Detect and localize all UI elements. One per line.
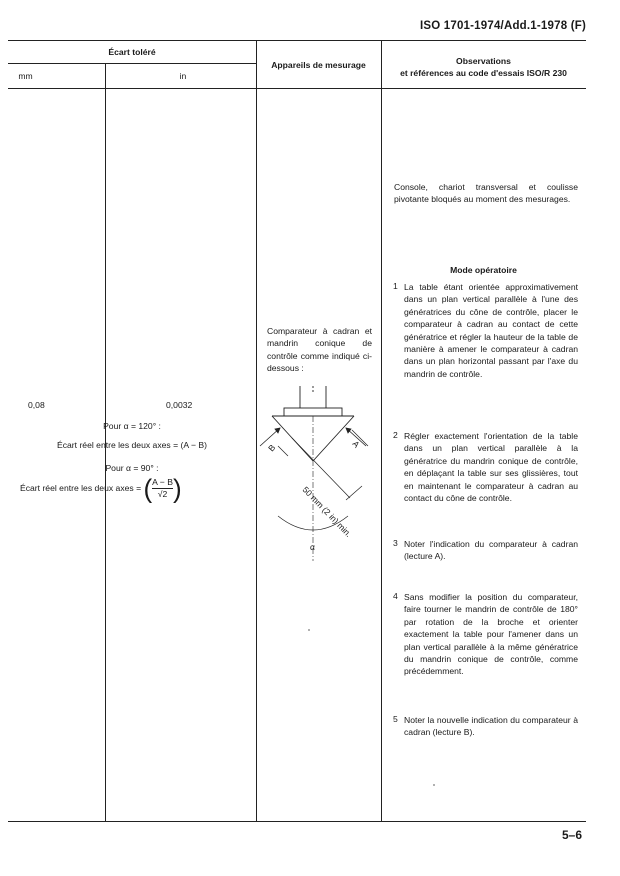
paren-left: ( <box>143 473 153 504</box>
rule-subheader <box>8 63 256 64</box>
scan-speck <box>308 629 310 631</box>
step-4-text: Sans modifier la position du comparateur, faire tourner le mandrin de contrôle de 180° par rotation de la broche et orienter exactement la table pour l'amener dans un plan vertical parallèle à la même génératrice du mandrin conique de contrôle, comme précédemment. <box>404 592 578 677</box>
case2-numerator: A − B <box>152 477 173 487</box>
document-reference: ISO 1701-1974/Add.1-1978 (F) <box>419 20 586 32</box>
label-dimension: 50 mm (2 in) min. <box>300 484 354 539</box>
rule-header-bottom <box>8 88 586 89</box>
case2-formula <box>20 473 182 504</box>
step-5-number: 5 <box>393 714 398 724</box>
instruments-description: Comparateur à cadran et mandrin conique de contrôle comme indiqué ci-dessous : <box>267 326 372 374</box>
tolerance-in-value: 0,0032 <box>166 400 193 410</box>
step-2-number: 2 <box>393 430 398 440</box>
header-observations-title: Observations <box>456 56 511 66</box>
mandrel-body <box>272 386 354 561</box>
observations-intro: Console, chariot transversal et coulisse pivotante bloqués au moment des mesurages. <box>394 182 578 205</box>
case1-formula: Écart réel entre les deux axes = (A − B) <box>57 440 207 450</box>
case2-fraction <box>152 477 173 500</box>
step-4-number: 4 <box>393 591 398 601</box>
case2-label: Écart réel entre les deux axes = <box>20 482 142 493</box>
label-b: B <box>266 442 278 454</box>
header-tolerance: Écart toléré <box>108 47 156 57</box>
step-3-number: 3 <box>393 538 398 548</box>
case2-condition: Pour α = 90° : <box>105 463 159 473</box>
step-3-text: Noter l'indication du comparateur à cadran (lecture A). <box>404 539 578 562</box>
scan-speck <box>433 784 435 786</box>
mode-operatoire-title: Mode opératoire <box>450 265 517 275</box>
header-mm: mm <box>18 71 33 81</box>
label-angle: α <box>310 542 315 552</box>
step-5-text: Noter la nouvelle indication du comparateur à cadran (lecture B). <box>404 715 578 738</box>
page-number: 5–6 <box>561 828 582 842</box>
header-instruments: Appareils de mesurage <box>271 60 366 70</box>
paren-right: ) <box>172 473 182 504</box>
rule-observations <box>381 41 382 821</box>
rule-instruments <box>256 41 257 821</box>
specification-table <box>8 40 586 822</box>
case1-condition: Pour α = 120° : <box>103 421 161 431</box>
step-2-text: Régler exactement l'orientation de la table dans un plan vertical parallèle à la génératrice du mandrin conique de contrôle, en déplaçant la table sur ses glissières, tout en maintenant le comparateur à cadran au contact du cône de contrôle. <box>404 431 578 504</box>
test-mandrel-diagram <box>258 386 380 566</box>
label-a: A <box>350 438 362 450</box>
header-observations-subtitle: et références au code d'essais ISO/R 230 <box>400 68 567 78</box>
step-1-number: 1 <box>393 281 398 291</box>
case2-denominator: √2 <box>152 488 173 500</box>
tolerance-mm-value: 0,08 <box>28 400 45 410</box>
header-in: in <box>179 71 187 81</box>
step-1-text: La table étant orientée approximativement dans un plan vertical parallèle à l'une des génératrices du cône de contrôle, placer le comparateur à cadran au contact de cette génératrice et régler la hauteur de la table de manière à amener le comparateur à cadran dans un plan horizontal passant par l'axe du mandrin de contrôle. <box>404 282 578 379</box>
